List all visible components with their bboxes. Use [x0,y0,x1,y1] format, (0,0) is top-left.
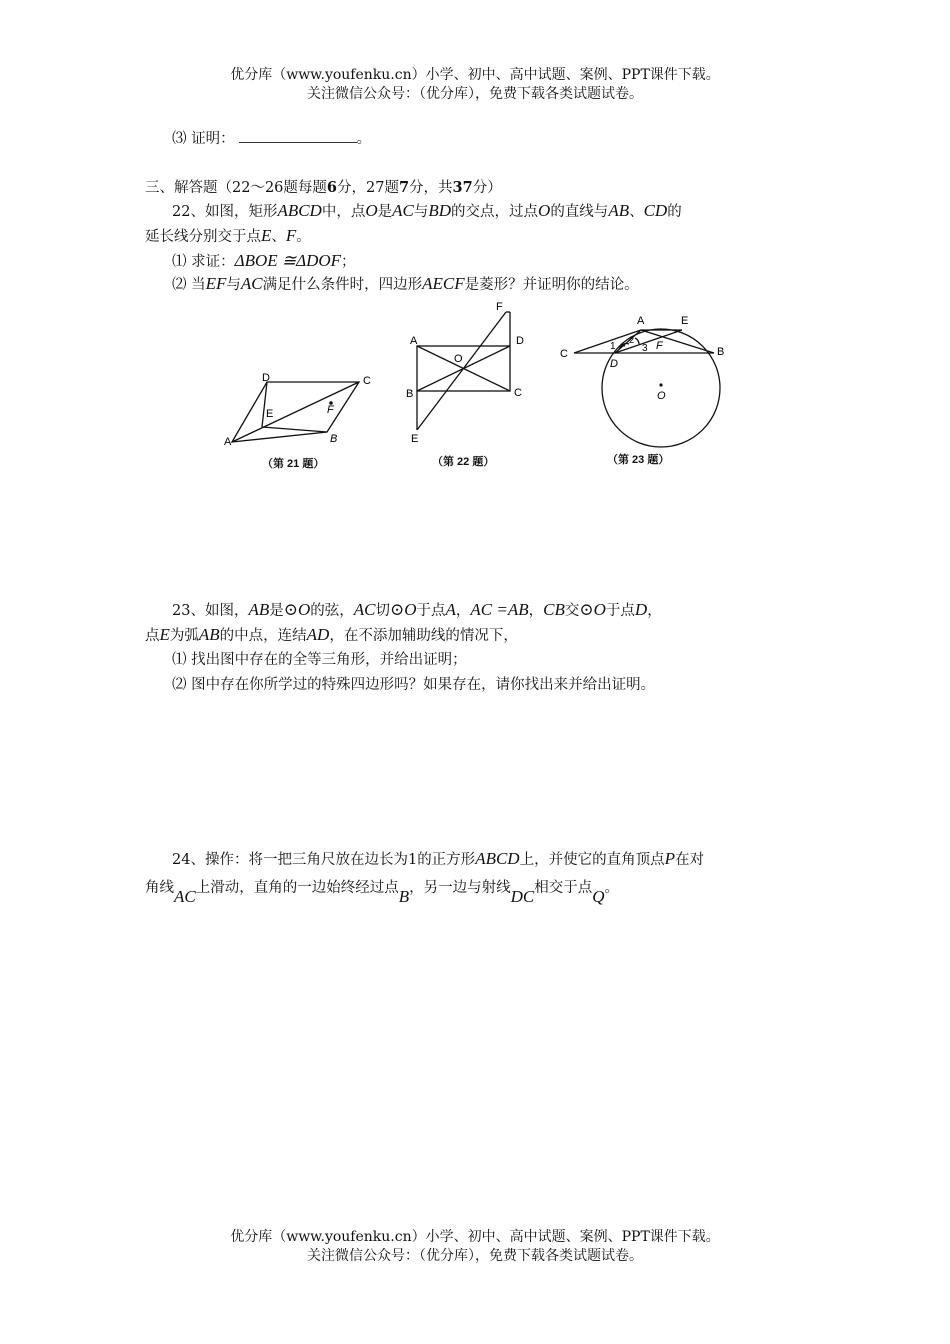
q22-math-o: O [365,201,378,220]
q22-l2-b: 、 [271,229,286,245]
q23-l2-c: 的中点，连结 [219,628,307,644]
q24-l2-a: 角线 [145,880,174,896]
q23-math-a: A [445,600,456,619]
fig21-label-c: C [363,375,371,387]
q22-l1-g: 、 [629,204,644,220]
q22-math-cd: CD [643,201,668,220]
q21-part3-end: 。 [356,131,372,147]
q22-math-f: F [285,226,297,245]
q23-l1-f: ， [455,603,471,619]
q23-math-cb: CB [543,600,565,619]
figure-22 [402,300,532,445]
q22-l1-a: 22、如图，矩形 [172,204,278,220]
fig22-label-c: C [514,387,522,399]
q23-part2: ⑵ 图中存在你所学过的特殊四边形吗？如果存在，请你找出来并给出证明。 [172,677,656,693]
q24-line-1 [172,848,704,871]
section3-n6: 6 [326,179,337,196]
q22-line-1 [172,200,682,223]
q22-math-o2: O [538,201,551,220]
q22-p1-b: ； [341,254,356,270]
fig23-label-e: E [681,315,689,327]
footer-line-1: 优分库（www.youfenku.cn）小学、初中、高中试题、案例、PPT课件下载。 [230,1229,720,1245]
q24-l1-a: 24、操作：将一把三角尺放在边长为 [172,852,408,868]
q22-line-2 [145,225,311,248]
q22-p2-d: 是菱形？并证明你的结论。 [464,277,639,293]
q23-math-d: D [634,600,648,619]
q22-p1-expr: ΔBOE ≅ΔDOF [234,251,342,270]
fig23-label-a: A [637,315,645,327]
q24-math-dc: DC [510,887,535,906]
q22-p2-b: 与 [226,277,241,293]
fig23-label-c: C [560,348,568,360]
q23-math-eq: AC =AB [470,600,529,619]
q23-math-ad: AD [306,625,330,644]
q23-math-ab: AB [248,600,270,619]
q23-l1-c: 的弦， [310,603,354,619]
fig23-label-b: B [717,346,725,358]
q22-math-aecf: AECF [422,274,465,293]
q22-l1-d: 与 [413,204,429,220]
q22-math-ac: AC [392,201,414,220]
q24-math-abcd: ABCD [475,849,520,868]
q24-l1-b: 的正方形 [417,852,476,868]
q23-l1-b: 是 [269,603,284,619]
fig22-label-o: O [454,353,463,365]
section3-n37: 37 [452,179,473,196]
section3-title-b: 分，27题 [337,180,399,196]
q22-math-ef: EF [205,274,227,293]
q22-l2-c: 。 [296,229,311,245]
answer-blank [239,128,357,143]
q23-line-1 [172,599,662,622]
fig22-line-ef [417,312,506,430]
q24-l2-d: 相交于点 [534,880,593,896]
q24-l1-d: 在对 [674,852,704,868]
section3-title-d: 分） [472,180,502,196]
q23-line-2 [145,624,518,647]
fig21-segment-eb [262,427,327,432]
q24-math-ac: AC [174,887,196,906]
q23-math-ab2: AB [198,625,220,644]
q21-part3 [172,128,371,150]
q23-part1: ⑴ 找出图中存在的全等三角形，并给出证明； [172,652,467,668]
q23-l1-i: 于点 [605,603,635,619]
q22-math-ab: AB [608,201,630,220]
q22-l1-h: 的 [667,204,682,220]
q22-math-e: E [261,226,272,245]
fig23-angle-3 [635,338,639,344]
fig23-center-dot [659,383,662,386]
q23-math-circle-o: ⊙O [283,600,311,619]
fig22-label-a: A [410,335,418,347]
fig21-label-f: F [327,404,334,416]
q24-line-2 [145,876,620,906]
q24-l2-c: ，另一边与射线 [409,880,511,896]
header-line-1: 优分库（www.youfenku.cn）小学、初中、高中试题、案例、PPT课件下载。 [230,67,720,83]
fig21-label-b: B [330,433,338,445]
q23-math-e: E [159,625,170,644]
q22-math-abcd: ABCD [277,201,322,220]
fig22-label-d: D [516,335,524,347]
q22-l1-f: 的直线与 [550,204,609,220]
q24-math-p: P [664,849,675,868]
q23-l1-e: 于点 [416,603,446,619]
q23-l2-b: 为弧 [169,628,199,644]
q23-l1-a: 23、如图， [172,603,249,619]
q23-l1-d: 切 [375,603,390,619]
q23-l2-a: 点 [145,628,160,644]
q22-l1-c: 是 [377,204,393,220]
figure-21 [222,365,382,450]
q24-n1: 1 [407,852,418,868]
q22-part1 [172,250,356,273]
q23-math-circle-o2: ⊙O [390,600,417,619]
q22-part2 [172,273,639,296]
fig21-label-d: D [262,372,270,384]
section3-title-a: 三、解答题（22～26题每题 [145,180,327,196]
fig23-caption: （第 23 题） [607,454,670,466]
fig22-label-e: E [411,433,419,445]
q24-l1-c: 上，并使它的直角顶点 [519,852,665,868]
fig22-caption: （第 22 题） [432,456,495,468]
q24-math-q: Q [592,887,605,906]
fig23-label-f: F [656,340,663,352]
q22-l1-b: 中，点 [321,204,366,220]
fig23-label-2: 2 [629,335,635,345]
fig22-label-f: F [496,301,503,313]
q23-math-circle-o3: ⊙O [579,600,606,619]
q23-math-ac: AC [353,600,376,619]
q22-math-bd: BD [428,201,452,220]
fig21-label-a: A [224,436,232,448]
q23-l2-d: ，在不添加辅助线的情况下， [329,628,518,644]
fig23-chord-ab [641,330,714,353]
fig22-label-b: B [406,388,414,400]
footer-line-2: 关注微信公众号：（优分库），免费下载各类试题试卷。 [307,1248,643,1264]
q22-p1-a: ⑴ 求证： [172,254,235,270]
q24-l2-e: 。 [604,880,620,896]
q23-l1-j: ， [647,603,662,619]
q21-part3-label: ⑶ 证明： [172,131,235,147]
fig23-label-1: 1 [610,341,616,352]
q22-p2-a: ⑵ 当 [172,277,206,293]
q22-l1-e: 的交点，过点 [451,204,539,220]
fig21-caption: （第 21 题） [262,458,325,470]
section3-n7: 7 [398,179,410,196]
q23-l1-h: 交 [564,603,580,619]
fig23-label-d: D [610,358,618,370]
section3-title-c: 分，共 [409,180,453,196]
q22-math-ac2: AC [240,274,263,293]
q24-math-b: B [398,887,410,906]
figure-23 [555,308,735,448]
q23-l1-g: ， [528,603,544,619]
header-line-2: 关注微信公众号：（优分库），免费下载各类试题试卷。 [307,86,643,102]
fig23-label-3: 3 [642,343,648,354]
section-3-title [145,177,502,199]
q22-l2-a: 延长线分别交于点 [145,229,261,245]
q24-l2-b: 上滑动，直角的一边始终经过点 [195,880,399,896]
fig23-label-o: O [657,390,666,402]
fig21-label-e: E [266,408,274,420]
q22-p2-c: 满足什么条件时，四边形 [262,277,423,293]
